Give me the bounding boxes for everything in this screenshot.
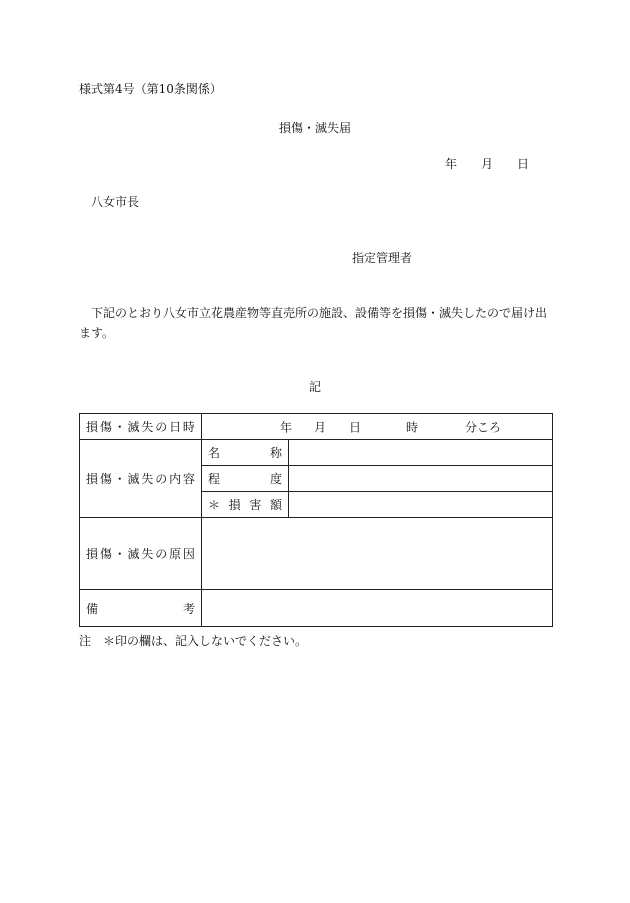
- content-row-name-label: 名 称: [202, 440, 289, 466]
- remarks-value-cell[interactable]: [202, 590, 553, 627]
- content-row-degree-value[interactable]: [289, 466, 553, 492]
- form-number: 様式第4号（第10条関係）: [79, 82, 222, 96]
- unit-minute: 分ころ: [465, 420, 502, 434]
- unit-hour: 時: [406, 420, 419, 434]
- footnote: 注 ＊印の欄は、記入しないでください。: [79, 634, 308, 648]
- date-label-cell: [80, 414, 202, 440]
- content-row-damage-value[interactable]: [289, 492, 553, 518]
- body-text: 下記のとおり八女市立花農産物等直売所の施設、設備等を損傷・滅失したので届け出ます。: [79, 306, 548, 340]
- unit-day: 日: [349, 420, 362, 434]
- addressee: 八女市長: [91, 195, 140, 209]
- document-title: 損傷・滅失届: [278, 121, 351, 135]
- cause-label-cell: [80, 518, 202, 590]
- remarks-label: 備 考: [86, 601, 195, 616]
- sender-title: 指定管理者: [352, 251, 413, 265]
- remarks-label-cell: [80, 590, 202, 627]
- content-row-degree-label: 程 度: [202, 466, 289, 492]
- date-label: 損 傷 ・ 滅 失 の 日 時: [86, 420, 195, 434]
- content-label: 損 傷 ・ 滅 失 の 内 容: [86, 472, 195, 486]
- content-row-damage-label: ＊ 損 害 額: [202, 492, 289, 518]
- date-year-label: 年: [445, 157, 458, 171]
- content-label-cell: [80, 440, 202, 518]
- unit-month: 月: [314, 420, 327, 434]
- unit-year: 年: [280, 420, 293, 434]
- ki-heading: 記: [308, 380, 321, 394]
- cause-label: 損 傷 ・ 滅 失 の 原 因: [86, 547, 195, 561]
- date-value-cell[interactable]: [202, 414, 553, 440]
- date-day-label: 日: [517, 157, 530, 171]
- content-row-name-value[interactable]: [289, 440, 553, 466]
- cause-value-cell[interactable]: [202, 518, 553, 590]
- date-month-label: 月: [481, 157, 494, 171]
- report-table: [79, 413, 553, 627]
